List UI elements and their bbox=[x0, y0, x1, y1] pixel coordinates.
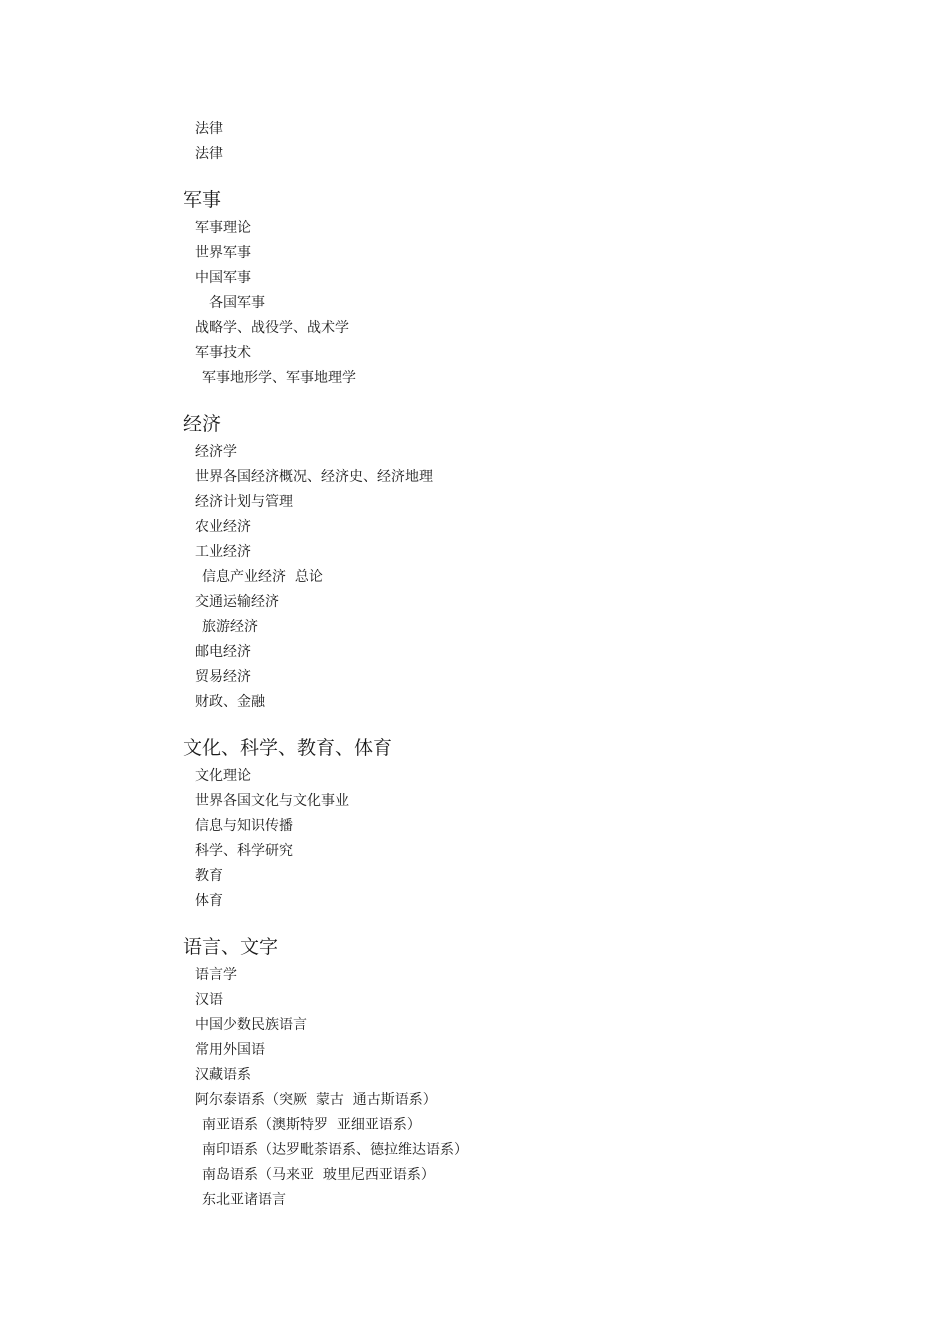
list-item: 文化理论 bbox=[195, 768, 251, 784]
list-item: 南亚语系（澳斯特罗 亚细亚语系） bbox=[202, 1117, 421, 1133]
list-item: 体育 bbox=[195, 893, 223, 909]
list-item: 经济学 bbox=[195, 444, 237, 460]
list-item: 工业经济 bbox=[195, 544, 251, 560]
list-item: 东北亚诸语言 bbox=[202, 1192, 286, 1208]
list-item: 信息与知识传播 bbox=[195, 818, 293, 834]
list-item: 中国少数民族语言 bbox=[195, 1017, 307, 1033]
list-item: 世界军事 bbox=[195, 245, 251, 261]
list-item: 农业经济 bbox=[195, 519, 251, 535]
list-item: 科学、科学研究 bbox=[195, 843, 293, 859]
list-item: 南印语系（达罗毗荼语系、德拉维达语系） bbox=[202, 1142, 468, 1158]
list-item: 语言学 bbox=[195, 967, 237, 983]
list-item: 法律 bbox=[195, 121, 223, 137]
list-item: 旅游经济 bbox=[202, 619, 258, 635]
list-item: 经济计划与管理 bbox=[195, 494, 293, 510]
section-heading: 文化、科学、教育、体育 bbox=[183, 737, 393, 759]
list-item: 南岛语系（马来亚 玻里尼西亚语系） bbox=[202, 1167, 435, 1183]
list-item: 军事理论 bbox=[195, 220, 251, 236]
list-item: 中国军事 bbox=[195, 270, 251, 286]
list-item: 战略学、战役学、战术学 bbox=[195, 320, 349, 336]
list-item: 汉藏语系 bbox=[195, 1067, 251, 1083]
list-item: 军事技术 bbox=[195, 345, 251, 361]
section-heading: 语言、文字 bbox=[183, 936, 279, 958]
list-item: 军事地形学、军事地理学 bbox=[202, 370, 356, 386]
list-item: 常用外国语 bbox=[195, 1042, 265, 1058]
list-item: 贸易经济 bbox=[195, 669, 251, 685]
section-heading: 军事 bbox=[183, 189, 222, 211]
list-item: 交通运输经济 bbox=[195, 594, 279, 610]
list-item: 法律 bbox=[195, 146, 223, 162]
list-item: 教育 bbox=[195, 868, 223, 884]
list-item: 汉语 bbox=[195, 992, 223, 1008]
list-item: 各国军事 bbox=[209, 295, 265, 311]
list-item: 世界各国文化与文化事业 bbox=[195, 793, 349, 809]
list-item: 邮电经济 bbox=[195, 644, 251, 660]
list-item: 信息产业经济 总论 bbox=[202, 569, 323, 585]
list-item: 世界各国经济概况、经济史、经济地理 bbox=[195, 469, 433, 485]
section-heading: 经济 bbox=[183, 413, 222, 435]
list-item: 阿尔泰语系（突厥 蒙古 通古斯语系） bbox=[195, 1092, 437, 1108]
list-item: 财政、金融 bbox=[195, 694, 265, 710]
